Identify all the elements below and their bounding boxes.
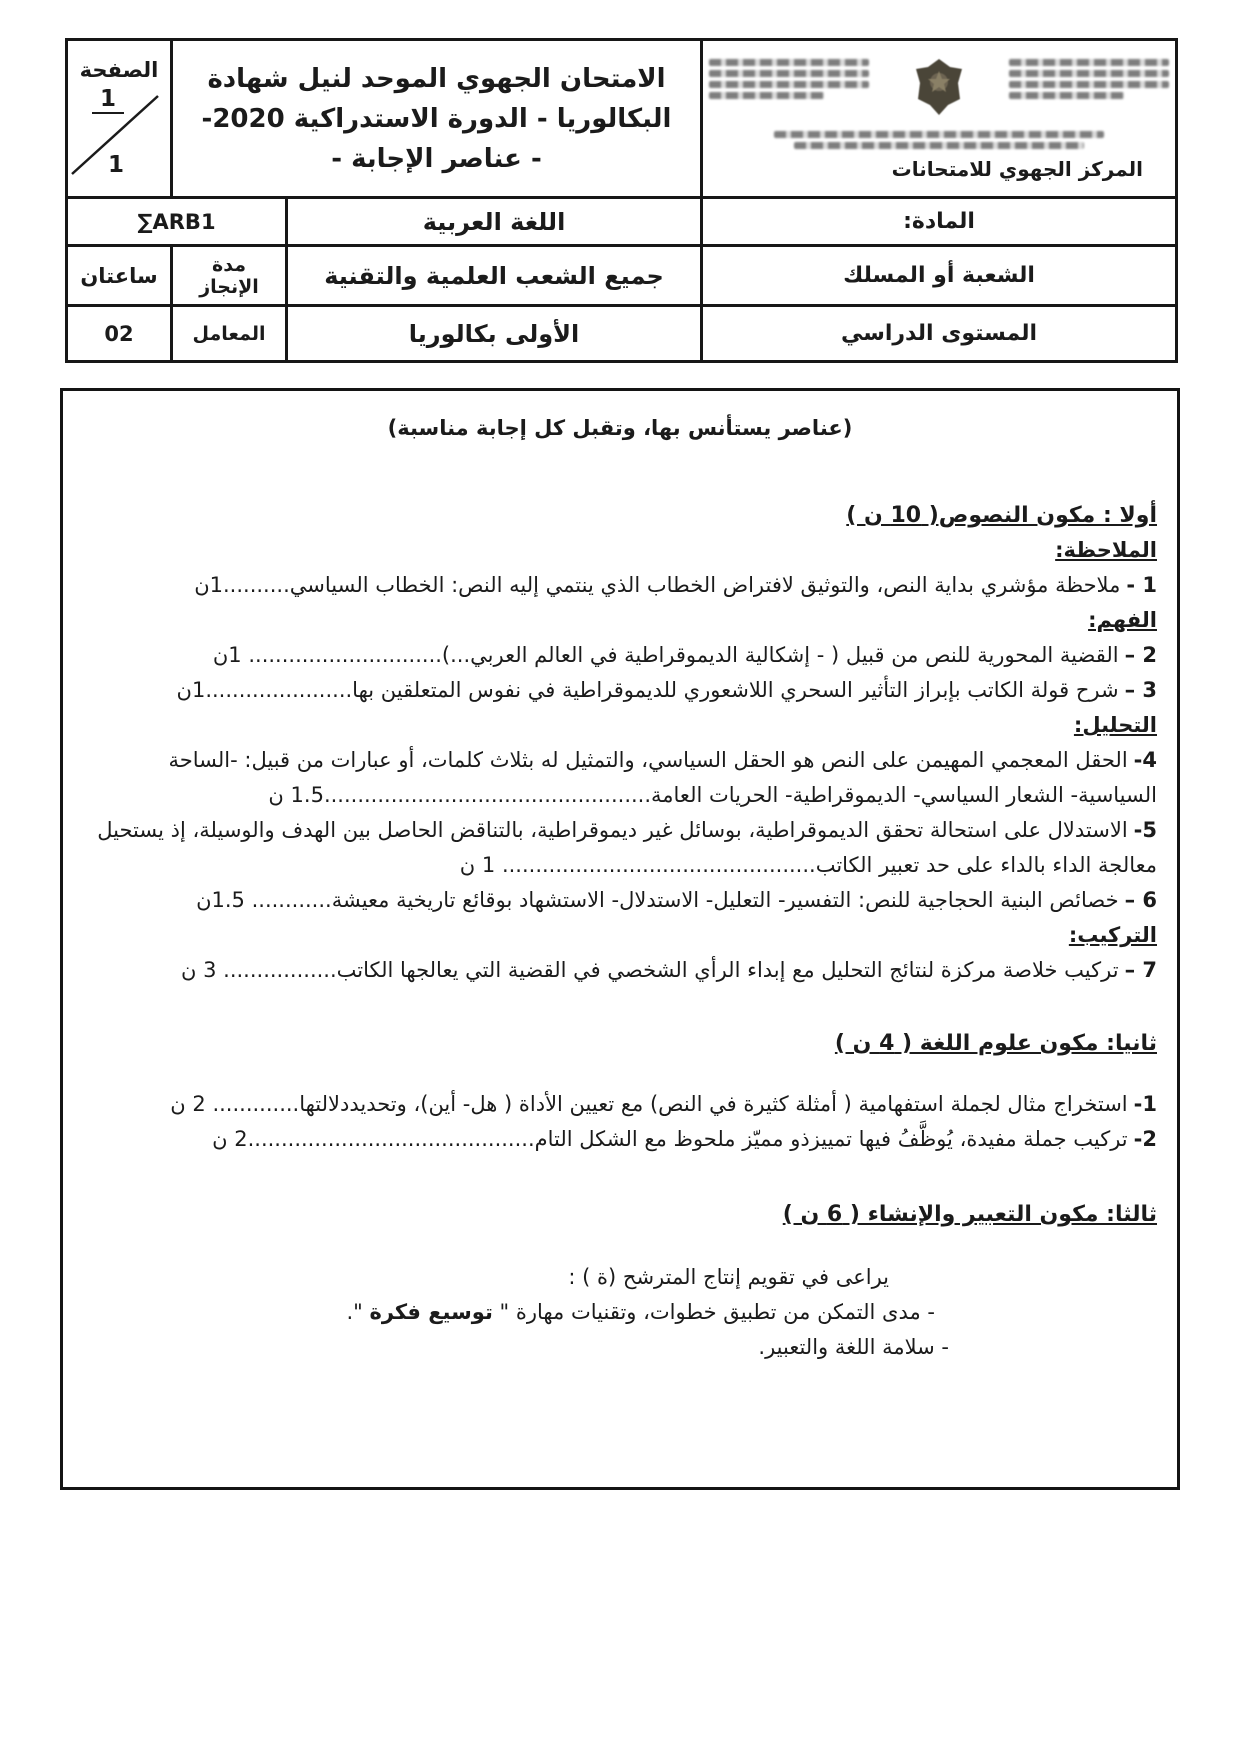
- blurred-text-line: [1009, 70, 1169, 77]
- item-number: 1-: [1133, 1092, 1157, 1116]
- language-item-2: [83, 1122, 1157, 1157]
- level-label: المستوى الدراسي: [702, 306, 1177, 362]
- blurred-text-line: [1009, 92, 1124, 99]
- expression-bullet-2: - سلامة اللغة والتعبير.: [758, 1335, 949, 1359]
- answer-item-4: [83, 743, 1157, 813]
- item-text: تركيب خلاصة مركزة لنتائج التحليل مع إبداء الرأي الشخصي في القضية التي يعالجها الكاتب................. 3 ن: [181, 958, 1119, 982]
- item-number: 2-: [1133, 1127, 1157, 1151]
- skill-name: توسيع فكرة: [369, 1300, 493, 1324]
- answer-item-7: [83, 953, 1157, 988]
- blurred-text-line: [709, 81, 869, 88]
- item-text: تركيب جملة مفيدة، يُوظَّفُ فيها تمييزذو مميّز ملحوظ مع الشكل التام...........................................2 ن: [212, 1127, 1128, 1151]
- branch-label: الشعبة أو المسلك: [702, 246, 1177, 306]
- level-value: الأولى بكالوريا: [287, 306, 702, 362]
- item-text: خصائص البنية الحجاجية للنص: التفسير- التعليل- الاستدلال- الاستشهاد بوقائع تاريخية معيشة............ 1.5ن: [196, 888, 1119, 912]
- item-number: 1 -: [1126, 573, 1157, 597]
- section-3-heading: ثالثا: مكون التعبير والإنشاء ( 6 ن ): [782, 1202, 1157, 1227]
- branch-value: جميع الشعب العلمية والتقنية: [287, 246, 702, 306]
- coefficient-label: المعامل: [172, 306, 287, 362]
- page-number-top: 1: [92, 86, 124, 114]
- title-line-3: - عناصر الإجابة -: [331, 143, 542, 174]
- answer-item-6: [83, 883, 1157, 918]
- academy-blurred-text-line: [794, 142, 1084, 149]
- section-1-heading: أولا : مكون النصوص( 10 ن ): [846, 503, 1157, 528]
- guidance-note: (عناصر يستأنس بها، وتقبل كل إجابة مناسبة): [387, 416, 853, 440]
- subheading-comprehension: الفهم:: [1088, 608, 1157, 632]
- title-line-1: الامتحان الجهوي الموحد لنيل شهادة: [207, 63, 666, 94]
- subject-label: المادة:: [702, 198, 1177, 246]
- duration-label: مدة الإنجاز: [172, 246, 287, 306]
- item-number: 4-: [1133, 748, 1157, 772]
- item-text: استخراج مثال لجملة استفهامية ( أمثلة كثيرة في النص) مع تعيين الأداة ( هل- أين)، وتحديددلالتها............. 2 ن: [170, 1092, 1128, 1116]
- ministry-logo-cell: [702, 40, 1177, 198]
- academy-blurred-text-line: [774, 131, 1104, 138]
- title-line-2: البكالوريا - الدورة الاستدراكية 2020-: [201, 103, 672, 134]
- page-number-bottom: 1: [108, 151, 125, 178]
- item-number: 3 –: [1124, 678, 1157, 702]
- ministry-logos: [709, 55, 1169, 127]
- subject-value: اللغة العربية: [287, 198, 702, 246]
- blurred-text-line: [709, 59, 869, 66]
- ministry-arabic-text-block: [1009, 55, 1169, 103]
- item-text: القضية المحورية للنص من قبيل ( - إشكالية الديموقراطية في العالم العربي...)............................. 1ن: [212, 643, 1119, 667]
- subheading-observation: الملاحظة:: [1055, 538, 1157, 562]
- answer-item-5: [83, 813, 1157, 883]
- blurred-text-line: [709, 70, 869, 77]
- language-item-1: [83, 1087, 1157, 1122]
- exam-title-cell: [172, 40, 702, 198]
- exam-center-name: المركز الجهوي للامتحانات: [891, 156, 1144, 181]
- expression-intro: يراعى في تقويم إنتاج المترشح (ة ) :: [568, 1265, 889, 1289]
- item-number: 6 –: [1124, 888, 1157, 912]
- item-text: الاستدلال على استحالة تحقق الديموقراطية، بوسائل غير ديموقراطية، بالتناقض الحاصل بين الهدف والوسيلة، إذ يستحيل معالجة الداء بالداء على حد تعبير الكاتب............................................... 1 ن: [97, 818, 1157, 877]
- ministry-tifinagh-text-block: [709, 55, 869, 103]
- subheading-synthesis: التركيب:: [1068, 923, 1157, 947]
- page-label: الصفحة: [79, 57, 159, 82]
- item-number: 7 –: [1124, 958, 1157, 982]
- answer-item-3: [83, 673, 1157, 708]
- item-text: الحقل المعجمي المهيمن على النص هو الحقل السياسي، والتمثيل له بثلاث كلمات، أو عبارات من قبيل: -الساحة السياسية- الشعار السياسي- الديموقراطية- الحريات العامة.................................................1.5 ن: [168, 748, 1157, 807]
- subheading-analysis: التحليل:: [1073, 713, 1157, 737]
- duration-value: ساعتان: [67, 246, 172, 306]
- subject-code: ∑ARB1: [67, 198, 287, 246]
- blurred-text-line: [709, 92, 824, 99]
- item-number: 5-: [1133, 818, 1157, 842]
- blurred-text-line: [1009, 81, 1169, 88]
- answer-item-2: [83, 638, 1157, 673]
- page-number-cell: [67, 40, 172, 198]
- expression-bullet-1: [83, 1295, 935, 1330]
- coefficient-value: 02: [67, 306, 172, 362]
- blurred-text-line: [1009, 59, 1169, 66]
- answer-item-1: [83, 568, 1157, 603]
- item-text: شرح قولة الكاتب بإبراز التأثير السحري اللاشعوري للديموقراطية في نفوس المتعلقين بها......................1ن: [176, 678, 1119, 702]
- page-fraction: [66, 84, 164, 180]
- exam-header-table: [65, 38, 1178, 363]
- section-2-heading: ثانيا: مكون علوم اللغة ( 4 ن ): [834, 1031, 1157, 1056]
- item-text: ملاحظة مؤشري بداية النص، والتوثيق لافتراض الخطاب الذي ينتمي إليه النص: الخطاب السياسي..........1ن: [194, 573, 1121, 597]
- item-number: 2 –: [1124, 643, 1157, 667]
- answer-elements-box: [60, 388, 1180, 1490]
- bullet-text: - مدى التمكن من تطبيق خطوات، وتقنيات مهارة ": [492, 1300, 935, 1324]
- bullet-text: ".: [346, 1300, 370, 1324]
- morocco-coat-of-arms-icon: [912, 57, 966, 121]
